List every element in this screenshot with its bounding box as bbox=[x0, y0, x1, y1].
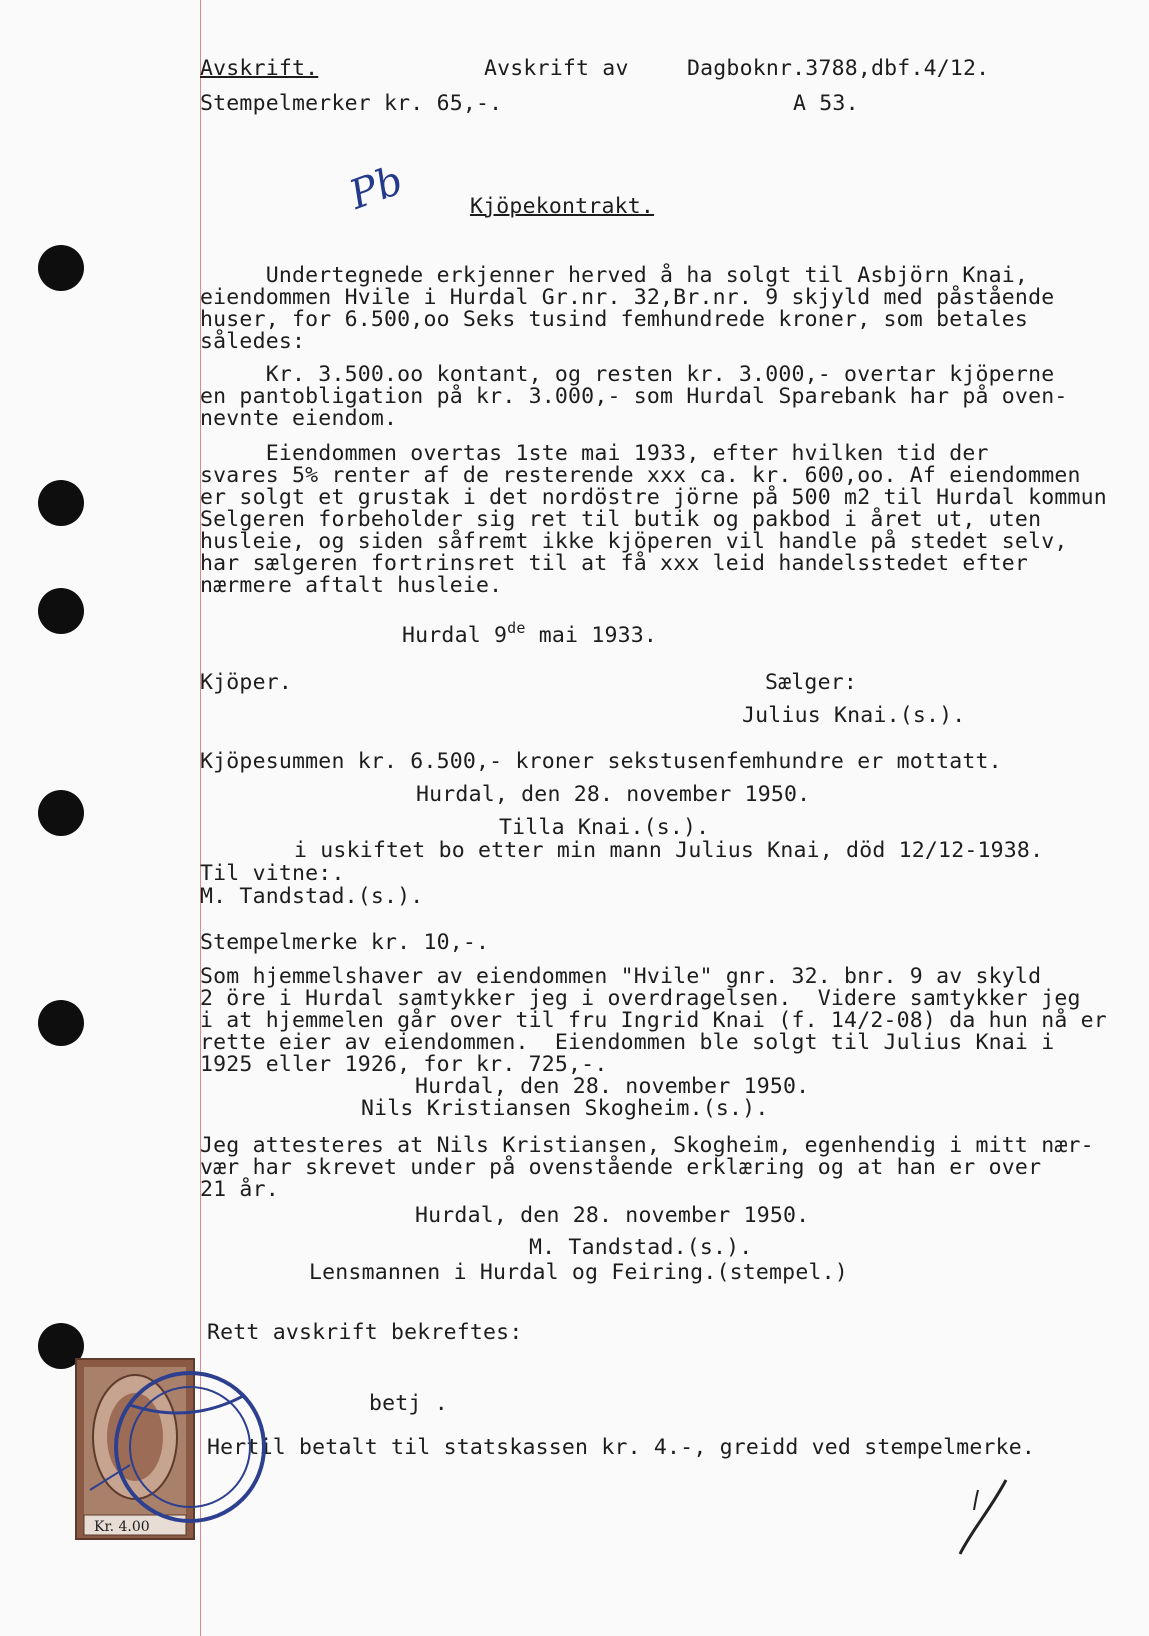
hjemmel-line: rette eier av eiendommen. Eiendommen ble solgt til Julius Knai i bbox=[200, 1030, 1055, 1055]
date-place: Hurdal 9 bbox=[402, 623, 508, 648]
kjopesum-line: Kjöpesummen kr. 6.500,- kroner sekstusenfemhundre er mottatt. bbox=[200, 749, 1002, 774]
uskiftet-line: i uskiftet bo etter min mann Julius Knai, död 12/12-1938. bbox=[294, 838, 1044, 863]
kjoper-label: Kjöper. bbox=[200, 670, 293, 695]
document-title: Kjöpekontrakt. bbox=[470, 194, 655, 219]
handwritten-initials: Pb bbox=[343, 157, 409, 219]
contract-line: Kr. 3.500.oo kontant, og resten kr. 3.000,- overtar kjöperne bbox=[200, 362, 1055, 387]
contract-line: nærmere aftalt husleie. bbox=[200, 573, 503, 598]
attest-line: 21 år. bbox=[200, 1177, 279, 1202]
stempel-10: Stempelmerke kr. 10,-. bbox=[200, 930, 490, 955]
signature-mark bbox=[950, 1470, 1020, 1560]
betj: betj . bbox=[369, 1391, 448, 1416]
attest-line: Jeg attesteres at Nils Kristiansen, Skogheim, egenhendig i mitt nær- bbox=[200, 1133, 1094, 1158]
contract-line: Undertegnede erkjenner herved å ha solgt til Asbjörn Knai, bbox=[200, 263, 1029, 288]
attest-line: vær har skrevet under på ovenstående erklæring og at han er over bbox=[200, 1155, 1042, 1180]
hertil-line: Hertil betalt til statskassen kr. 4.-, greidd ved stempelmerke. bbox=[207, 1435, 1036, 1460]
contract-line: er solgt et grustak i det nordöstre jörne på 500 m2 til Hurdal kommun bbox=[200, 485, 1107, 510]
contract-line: nevnte eiendom. bbox=[200, 406, 398, 431]
contract-line: en pantobligation på kr. 3.000,- som Hurdal Sparebank har på oven- bbox=[200, 384, 1068, 409]
contract-line: husleie, og siden såfremt ikke kjöperen vil handle på stedet selv, bbox=[200, 529, 1068, 554]
vitne-name: M. Tandstad.(s.). bbox=[200, 884, 424, 909]
date-1933 bbox=[402, 619, 658, 648]
punch-hole bbox=[38, 245, 84, 291]
date-sup: de bbox=[507, 619, 526, 637]
selger-label: Sælger: bbox=[765, 670, 858, 695]
contract-line: således: bbox=[200, 329, 306, 354]
hjemmel-line: 2 öre i Hurdal samtykker jeg i overdragelsen. Videre samtykker jeg bbox=[200, 986, 1081, 1011]
rett-avskrift: Rett avskrift bekreftes: bbox=[207, 1320, 523, 1345]
contract-line: Eiendommen overtas 1ste mai 1933, efter hvilken tid der bbox=[200, 441, 989, 466]
punch-hole bbox=[38, 790, 84, 836]
revenue-stamp-graphic bbox=[70, 1355, 270, 1545]
header-ref: A 53. bbox=[793, 91, 859, 116]
hjemmel-line: 1925 eller 1926, for kr. 725,-. bbox=[200, 1052, 608, 1077]
selger-name: Julius Knai.(s.). bbox=[742, 703, 966, 728]
punch-hole bbox=[38, 588, 84, 634]
date-1950-c: Hurdal, den 28. november 1950. bbox=[415, 1203, 810, 1228]
date-1950-a: Hurdal, den 28. november 1950. bbox=[416, 782, 811, 807]
date-rest: mai 1933. bbox=[525, 623, 658, 648]
punch-hole bbox=[38, 480, 84, 526]
header-center: Avskrift av bbox=[484, 56, 629, 81]
hjemmel-line: i at hjemmelen går over til fru Ingrid Knai (f. 14/2-08) da hun nå er bbox=[200, 1008, 1107, 1033]
header-dagbok: Dagboknr.3788,dbf.4/12. bbox=[687, 56, 990, 81]
header-left-title: Avskrift. bbox=[200, 56, 319, 81]
punch-hole bbox=[38, 1000, 84, 1046]
revenue-stamp bbox=[70, 1355, 270, 1545]
vitne-label: Til vitne:. bbox=[200, 861, 345, 886]
nils-skogheim: Nils Kristiansen Skogheim.(s.). bbox=[361, 1096, 769, 1121]
contract-line: svares 5% renter af de resterende xxx ca. kr. 600,oo. Af eiendommen bbox=[200, 463, 1081, 488]
contract-line: huser, for 6.500,oo Seks tusind femhundrede kroner, som betales bbox=[200, 307, 1029, 332]
tandstad-signature: M. Tandstad.(s.). bbox=[529, 1235, 753, 1260]
date-1950-b: Hurdal, den 28. november 1950. bbox=[415, 1074, 810, 1099]
hjemmel-line: Som hjemmelshaver av eiendommen "Hvile" gnr. 32. bnr. 9 av skyld bbox=[200, 964, 1042, 989]
tilla-knai: Tilla Knai.(s.). bbox=[499, 815, 710, 840]
stamp-value: Kr. 4.00 bbox=[94, 1519, 150, 1535]
contract-line: Selgeren forbeholder sig ret til butik og pakbod i året ut, uten bbox=[200, 507, 1042, 532]
contract-line: eiendommen Hvile i Hurdal Gr.nr. 32,Br.nr. 9 skjyld med påstående bbox=[200, 285, 1055, 310]
lensmann-line: Lensmannen i Hurdal og Feiring.(stempel.) bbox=[309, 1260, 848, 1285]
contract-line: har sælgeren fortrinsret til at få xxx leid handelsstedet efter bbox=[200, 551, 1029, 576]
header-stempel: Stempelmerker kr. 65,-. bbox=[200, 91, 503, 116]
